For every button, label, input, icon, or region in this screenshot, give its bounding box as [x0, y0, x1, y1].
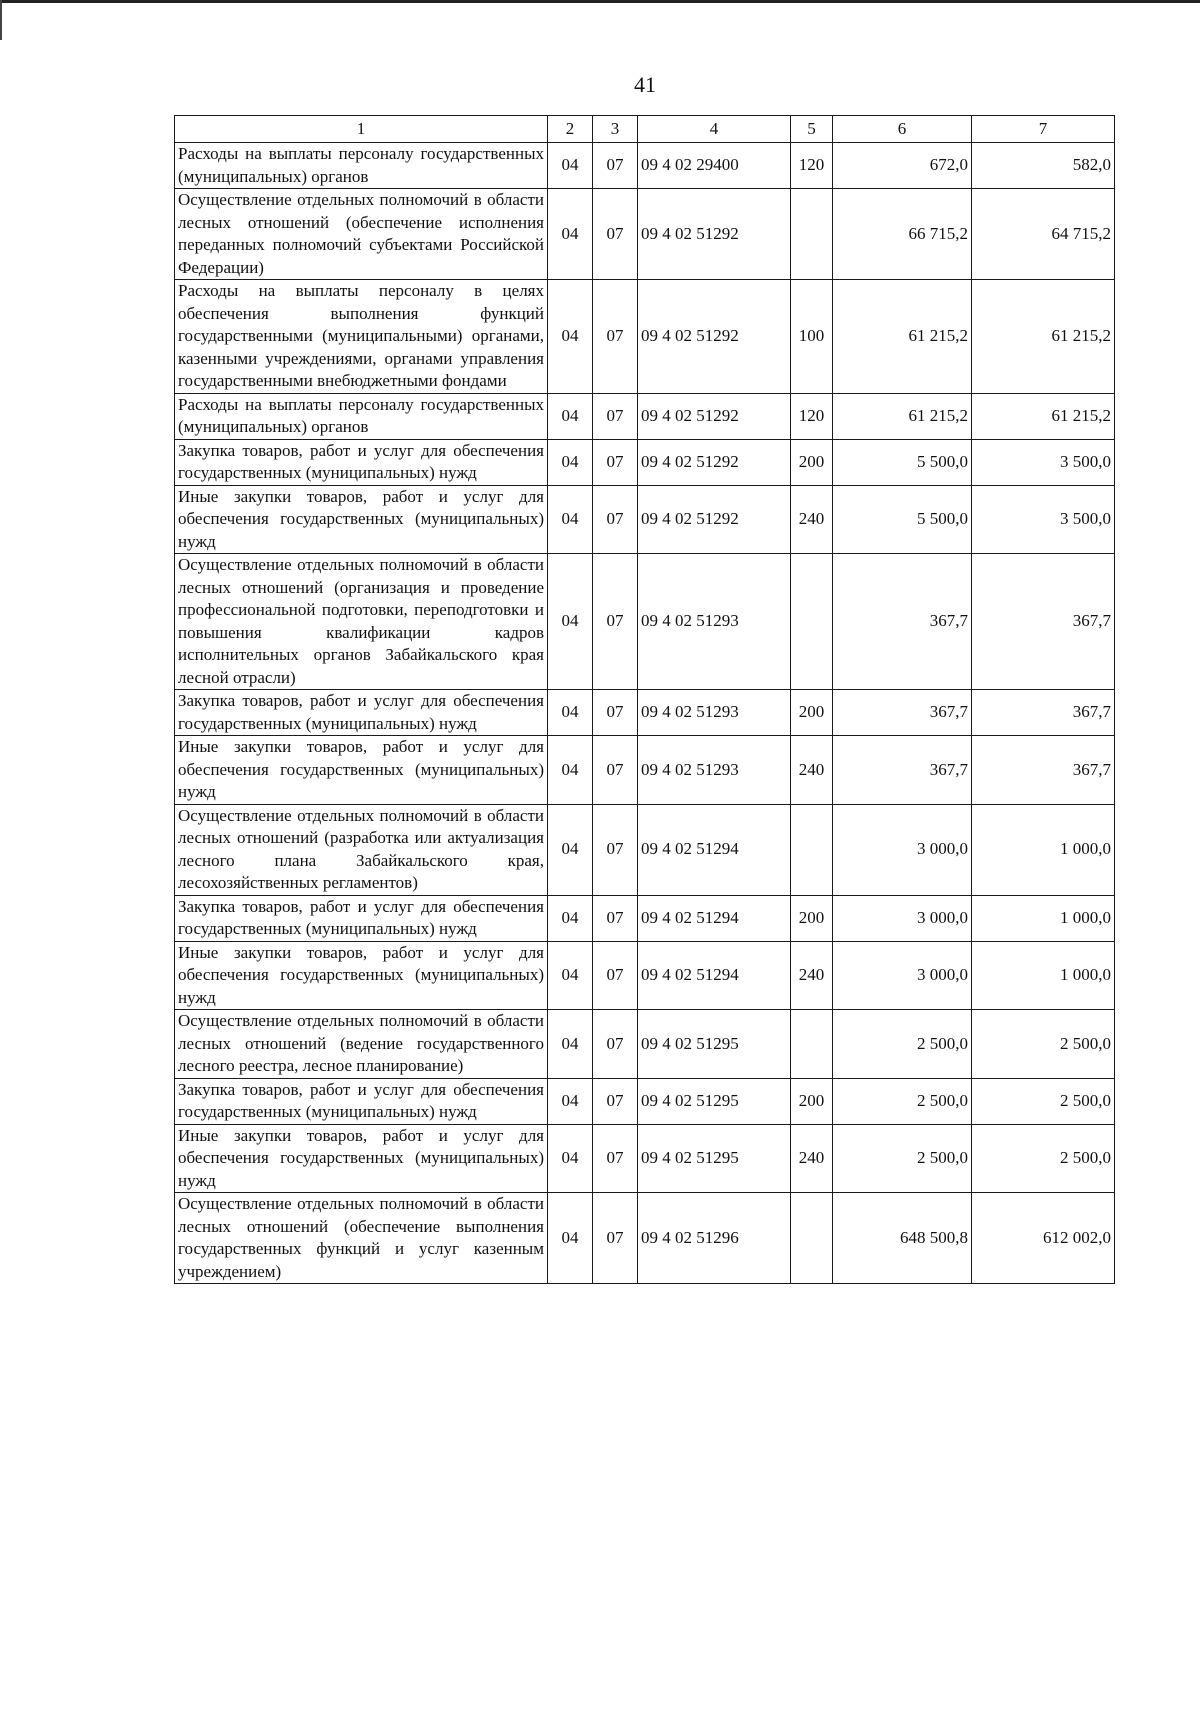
target-article-code: 09 4 02 51293 — [638, 554, 791, 690]
table-row — [175, 485, 1115, 554]
amount-col-6: 367,7 — [833, 736, 972, 805]
expense-name: Закупка товаров, работ и услуг для обеспечения государственных (муниципальных) нужд — [175, 895, 548, 941]
amount-col-7: 2 500,0 — [972, 1010, 1115, 1079]
amount-col-6: 3 000,0 — [833, 895, 972, 941]
subsection-code: 07 — [593, 554, 638, 690]
section-code: 04 — [548, 143, 593, 189]
section-code: 04 — [548, 895, 593, 941]
budget-table — [174, 115, 1115, 1284]
section-code: 04 — [548, 189, 593, 280]
target-article-code: 09 4 02 51293 — [638, 736, 791, 805]
amount-col-7: 1 000,0 — [972, 895, 1115, 941]
amount-col-7: 64 715,2 — [972, 189, 1115, 280]
header-col-7: 7 — [972, 116, 1115, 143]
section-code: 04 — [548, 439, 593, 485]
expense-name: Расходы на выплаты персоналу в целях обеспечения выполнения функций государственными (муниципальными) органами, казенными учреждениями, органами управления государственными внебюджетными фондами — [175, 280, 548, 394]
amount-col-7: 367,7 — [972, 554, 1115, 690]
subsection-code: 07 — [593, 439, 638, 485]
table-row — [175, 1193, 1115, 1284]
target-article-code: 09 4 02 51294 — [638, 804, 791, 895]
amount-col-7: 2 500,0 — [972, 1078, 1115, 1124]
header-col-4: 4 — [638, 116, 791, 143]
table-row — [175, 143, 1115, 189]
subsection-code: 07 — [593, 1010, 638, 1079]
expense-type-code: 120 — [791, 393, 833, 439]
expense-type-code: 200 — [791, 1078, 833, 1124]
amount-col-7: 582,0 — [972, 143, 1115, 189]
amount-col-6: 2 500,0 — [833, 1078, 972, 1124]
header-col-6: 6 — [833, 116, 972, 143]
amount-col-7: 367,7 — [972, 736, 1115, 805]
expense-type-code: 200 — [791, 895, 833, 941]
table-row — [175, 941, 1115, 1010]
subsection-code: 07 — [593, 941, 638, 1010]
subsection-code: 07 — [593, 143, 638, 189]
subsection-code: 07 — [593, 736, 638, 805]
expense-type-code — [791, 1010, 833, 1079]
table-row — [175, 393, 1115, 439]
section-code: 04 — [548, 280, 593, 394]
target-article-code: 09 4 02 29400 — [638, 143, 791, 189]
amount-col-7: 61 215,2 — [972, 280, 1115, 394]
amount-col-6: 3 000,0 — [833, 804, 972, 895]
expense-type-code: 120 — [791, 143, 833, 189]
header-col-3: 3 — [593, 116, 638, 143]
subsection-code: 07 — [593, 393, 638, 439]
section-code: 04 — [548, 554, 593, 690]
section-code: 04 — [548, 1193, 593, 1284]
amount-col-6: 2 500,0 — [833, 1124, 972, 1193]
section-code: 04 — [548, 1078, 593, 1124]
table-row — [175, 1010, 1115, 1079]
amount-col-6: 61 215,2 — [833, 393, 972, 439]
table-row — [175, 690, 1115, 736]
expense-name: Закупка товаров, работ и услуг для обеспечения государственных (муниципальных) нужд — [175, 1078, 548, 1124]
target-article-code: 09 4 02 51292 — [638, 439, 791, 485]
target-article-code: 09 4 02 51294 — [638, 895, 791, 941]
table-row — [175, 804, 1115, 895]
expense-type-code: 200 — [791, 690, 833, 736]
amount-col-6: 5 500,0 — [833, 485, 972, 554]
expense-name: Иные закупки товаров, работ и услуг для обеспечения государственных (муниципальных) нужд — [175, 485, 548, 554]
expense-name: Иные закупки товаров, работ и услуг для обеспечения государственных (муниципальных) нужд — [175, 736, 548, 805]
amount-col-6: 5 500,0 — [833, 439, 972, 485]
amount-col-6: 367,7 — [833, 690, 972, 736]
target-article-code: 09 4 02 51295 — [638, 1124, 791, 1193]
table-row — [175, 554, 1115, 690]
subsection-code: 07 — [593, 1193, 638, 1284]
target-article-code: 09 4 02 51292 — [638, 189, 791, 280]
amount-col-7: 367,7 — [972, 690, 1115, 736]
header-row — [175, 116, 1115, 143]
scan-top-border — [0, 0, 1200, 3]
amount-col-6: 66 715,2 — [833, 189, 972, 280]
expense-name: Закупка товаров, работ и услуг для обеспечения государственных (муниципальных) нужд — [175, 439, 548, 485]
table-row — [175, 1124, 1115, 1193]
section-code: 04 — [548, 393, 593, 439]
amount-col-6: 61 215,2 — [833, 280, 972, 394]
expense-type-code: 240 — [791, 485, 833, 554]
page-number: 41 — [634, 72, 656, 97]
expense-name: Расходы на выплаты персоналу государственных (муниципальных) органов — [175, 143, 548, 189]
amount-col-7: 612 002,0 — [972, 1193, 1115, 1284]
table-row — [175, 895, 1115, 941]
expense-name: Расходы на выплаты персоналу государственных (муниципальных) органов — [175, 393, 548, 439]
subsection-code: 07 — [593, 189, 638, 280]
amount-col-7: 1 000,0 — [972, 804, 1115, 895]
target-article-code: 09 4 02 51292 — [638, 280, 791, 394]
section-code: 04 — [548, 1124, 593, 1193]
subsection-code: 07 — [593, 895, 638, 941]
amount-col-7: 3 500,0 — [972, 485, 1115, 554]
target-article-code: 09 4 02 51292 — [638, 485, 791, 554]
header-col-1: 1 — [175, 116, 548, 143]
section-code: 04 — [548, 804, 593, 895]
table-row — [175, 1078, 1115, 1124]
amount-col-6: 672,0 — [833, 143, 972, 189]
section-code: 04 — [548, 485, 593, 554]
table-header — [175, 116, 1115, 143]
section-code: 04 — [548, 1010, 593, 1079]
header-col-5: 5 — [791, 116, 833, 143]
expense-name: Осуществление отдельных полномочий в области лесных отношений (организация и проведение профессиональной подготовки, переподготовки и повышения квалификации кадров исполнительных органов Забайкальского края лесной отрасли) — [175, 554, 548, 690]
expense-name: Закупка товаров, работ и услуг для обеспечения государственных (муниципальных) нужд — [175, 690, 548, 736]
section-code: 04 — [548, 941, 593, 1010]
target-article-code: 09 4 02 51296 — [638, 1193, 791, 1284]
table-row — [175, 736, 1115, 805]
amount-col-7: 61 215,2 — [972, 393, 1115, 439]
amount-col-6: 648 500,8 — [833, 1193, 972, 1284]
expense-type-code: 240 — [791, 736, 833, 805]
expense-name: Осуществление отдельных полномочий в области лесных отношений (разработка или актуализация лесного плана Забайкальского края, лесохозяйственных регламентов) — [175, 804, 548, 895]
target-article-code: 09 4 02 51293 — [638, 690, 791, 736]
subsection-code: 07 — [593, 1124, 638, 1193]
amount-col-7: 3 500,0 — [972, 439, 1115, 485]
amount-col-6: 367,7 — [833, 554, 972, 690]
target-article-code: 09 4 02 51295 — [638, 1010, 791, 1079]
expense-name: Иные закупки товаров, работ и услуг для обеспечения государственных (муниципальных) нужд — [175, 941, 548, 1010]
amount-col-6: 2 500,0 — [833, 1010, 972, 1079]
target-article-code: 09 4 02 51292 — [638, 393, 791, 439]
subsection-code: 07 — [593, 690, 638, 736]
expense-type-code — [791, 804, 833, 895]
section-code: 04 — [548, 736, 593, 805]
table-row — [175, 280, 1115, 394]
table-body — [175, 143, 1115, 1284]
expense-type-code — [791, 1193, 833, 1284]
expense-name: Осуществление отдельных полномочий в области лесных отношений (обеспечение выполнения государственных функций и услуг казенным учреждением) — [175, 1193, 548, 1284]
expense-type-code: 240 — [791, 941, 833, 1010]
amount-col-6: 3 000,0 — [833, 941, 972, 1010]
table-row — [175, 189, 1115, 280]
expense-type-code — [791, 554, 833, 690]
amount-col-7: 2 500,0 — [972, 1124, 1115, 1193]
expense-type-code — [791, 189, 833, 280]
expense-type-code: 240 — [791, 1124, 833, 1193]
subsection-code: 07 — [593, 804, 638, 895]
expense-name: Осуществление отдельных полномочий в области лесных отношений (ведение государственного лесного реестра, лесное планирование) — [175, 1010, 548, 1079]
table-row — [175, 439, 1115, 485]
expense-type-code: 200 — [791, 439, 833, 485]
target-article-code: 09 4 02 51294 — [638, 941, 791, 1010]
expense-name: Иные закупки товаров, работ и услуг для обеспечения государственных (муниципальных) нужд — [175, 1124, 548, 1193]
header-col-2: 2 — [548, 116, 593, 143]
subsection-code: 07 — [593, 280, 638, 394]
amount-col-7: 1 000,0 — [972, 941, 1115, 1010]
expense-type-code: 100 — [791, 280, 833, 394]
subsection-code: 07 — [593, 1078, 638, 1124]
scan-left-edge — [0, 0, 2, 40]
section-code: 04 — [548, 690, 593, 736]
target-article-code: 09 4 02 51295 — [638, 1078, 791, 1124]
subsection-code: 07 — [593, 485, 638, 554]
expense-name: Осуществление отдельных полномочий в области лесных отношений (обеспечение исполнения переданных полномочий субъектами Российской Федерации) — [175, 189, 548, 280]
